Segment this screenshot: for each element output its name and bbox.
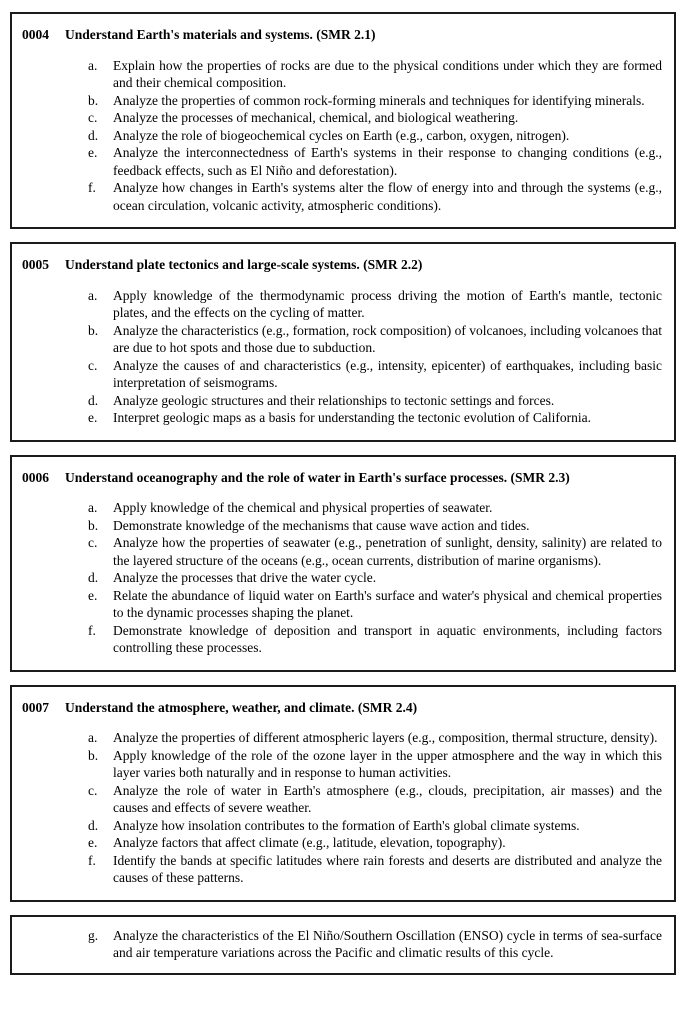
objective-letter: f. [88,852,96,868]
objective-letter: c. [88,782,98,798]
objective-letter: e. [88,145,98,160]
standard-header [22,256,662,274]
objective-text: Identify the bands at specific latitudes where rain forests and deserts are distributed and analyze the causes of these patterns. [113,852,662,885]
objective-text: Analyze the causes of and characteristics (e.g., intensity, epicenter) of earthquakes, including basic interpretation of seismograms. [113,357,662,390]
standard-code: 0007 [22,699,49,715]
objective-letter: b. [88,92,99,108]
standard-code: 0005 [22,257,49,272]
objective-item [22,144,662,179]
objective-letter: a. [88,730,98,745]
objective-item [22,569,662,587]
standard-title: Understand Earth's materials and systems. (SMR 2.1) [65,27,376,42]
objective-letter: d. [88,392,99,408]
objective-text: Demonstrate knowledge of the mechanisms that cause wave action and tides. [113,517,530,533]
objective-item [22,127,662,145]
objective-letter: e. [88,587,98,603]
objective-letter: a. [88,287,98,303]
objective-text: Interpret geologic maps as a basis for understanding the tectonic evolution of California. [113,410,591,425]
objective-item [22,92,662,110]
objective-text: Analyze how changes in Earth's systems alter the flow of energy into and through the systems (e.g., ocean circulation, volcanic activity, atmospheric conditions). [113,180,662,213]
objective-text: Apply knowledge of the chemical and physical properties of seawater. [113,500,493,515]
standard-box [10,455,676,672]
objective-list [22,927,662,962]
objective-letter: g. [88,927,99,943]
objective-letter: b. [88,517,99,533]
objective-letter: d. [88,127,99,143]
standard-code: 0004 [22,27,49,42]
objective-letter: a. [88,500,98,515]
objective-item [22,927,662,962]
standards-list [10,12,676,975]
objective-item [22,517,662,535]
objective-item [22,57,662,92]
standard-header [22,26,662,44]
objective-item [22,499,662,517]
objective-text: Analyze how insolation contributes to the formation of Earth's global climate systems. [113,817,580,833]
objective-letter: f. [88,622,96,638]
objective-letter: a. [88,57,98,73]
objective-list [22,729,662,887]
objective-letter: c. [88,110,98,125]
standard-title: Understand oceanography and the role of water in Earth's surface processes. (SMR 2.3) [65,469,570,485]
objective-text: Analyze the role of water in Earth's atmosphere (e.g., clouds, precipitation, air masses) and the causes and effects of severe weather. [113,782,662,815]
objective-text: Apply knowledge of the role of the ozone layer in the upper atmosphere and the way in which this layer varies both naturally and in response to human activities. [113,747,662,780]
objective-text: Analyze factors that affect climate (e.g., latitude, elevation, topography). [113,835,506,850]
objective-item [22,622,662,657]
objective-text: Analyze the processes that drive the water cycle. [113,570,377,585]
objective-text: Apply knowledge of the thermodynamic process driving the motion of Earth's mantle, tectonic plates, and the effects on the cycling of matter. [113,287,662,320]
objective-text: Analyze the characteristics (e.g., formation, rock composition) of volcanoes, including volcanoes that are due to hot spots and those due to subduction. [113,322,662,355]
standard-box [10,915,676,975]
objective-item [22,287,662,322]
objective-letter: e. [88,410,98,425]
objective-item [22,357,662,392]
standard-box [10,685,676,902]
objective-text: Analyze geologic structures and their relationships to tectonic settings and forces. [113,392,555,408]
objective-item [22,782,662,817]
objective-item [22,852,662,887]
objective-text: Analyze the interconnectedness of Earth's systems in their response to changing conditions (e.g., feedback effects, such as El Niño and deforestation). [113,145,662,178]
objective-list [22,57,662,215]
objective-item [22,179,662,214]
objective-text: Analyze the properties of different atmospheric layers (e.g., composition, thermal structure, density). [113,730,658,745]
objective-text: Explain how the properties of rocks are due to the physical conditions under which they are formed and their chemical composition. [113,57,662,90]
objective-item [22,817,662,835]
objective-item [22,392,662,410]
standard-box [10,242,676,442]
objective-text: Relate the abundance of liquid water on Earth's surface and water's physical and chemical properties to the dynamic processes shaping the planet. [113,587,662,620]
objective-letter: b. [88,322,99,338]
standard-header [22,469,662,487]
objective-list [22,499,662,657]
objective-item [22,729,662,747]
objective-text: Analyze the properties of common rock-forming minerals and techniques for identifying minerals. [113,92,645,108]
standard-title: Understand plate tectonics and large-scale systems. (SMR 2.2) [65,257,423,272]
standard-header [22,699,662,717]
objective-text: Demonstrate knowledge of deposition and transport in aquatic environments, including factors controlling these processes. [113,622,662,655]
objective-list [22,287,662,427]
standard-title: Understand the atmosphere, weather, and climate. (SMR 2.4) [65,699,418,715]
objective-text: Analyze the processes of mechanical, chemical, and biological weathering. [113,110,519,125]
objective-item [22,534,662,569]
objective-letter: b. [88,747,99,763]
objective-letter: c. [88,357,98,373]
objective-text: Analyze the characteristics of the El Niño/Southern Oscillation (ENSO) cycle in terms of sea-surface and air temperature variations across the Pacific and climatic results of this cycle. [113,927,662,960]
objective-letter: d. [88,570,99,585]
objective-item [22,834,662,852]
objective-item [22,109,662,127]
standard-code: 0006 [22,469,49,485]
objective-letter: e. [88,835,98,850]
objective-item [22,409,662,427]
objective-text: Analyze how the properties of seawater (e.g., penetration of sunlight, density, salinity) are related to the layered structure of the oceans (e.g., ocean currents, distribution of marine organisms). [113,535,662,568]
objective-text: Analyze the role of biogeochemical cycles on Earth (e.g., carbon, oxygen, nitrogen). [113,127,570,143]
objective-letter: c. [88,535,98,550]
objective-letter: f. [88,180,96,195]
objective-item [22,747,662,782]
objective-item [22,587,662,622]
objective-item [22,322,662,357]
objective-letter: d. [88,817,99,833]
standard-box [10,12,676,229]
